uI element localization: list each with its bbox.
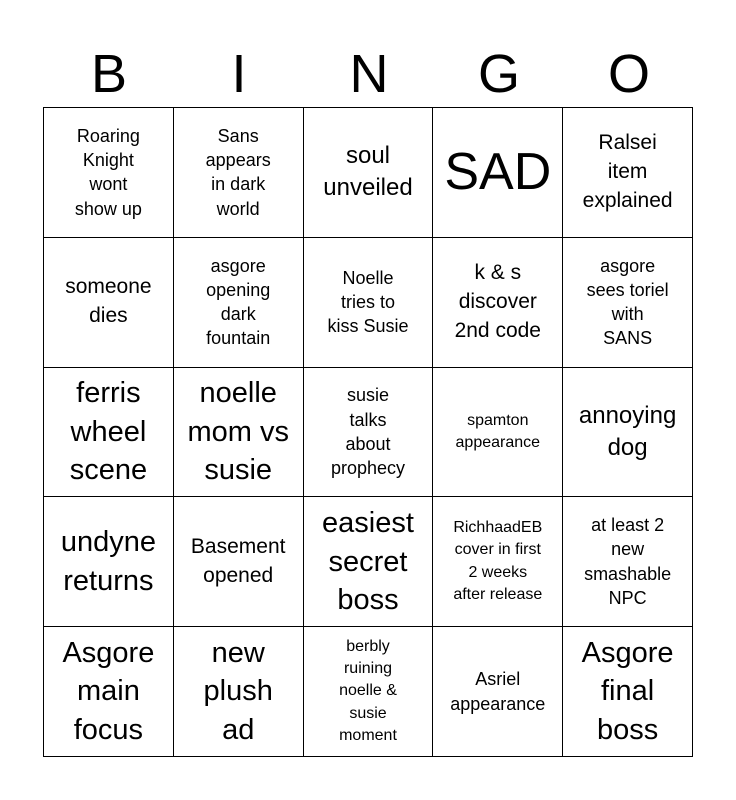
bingo-cell[interactable] [433,627,563,757]
cell-text: Basement opened [190,534,286,587]
bingo-cell[interactable] [174,368,304,498]
bingo-cell[interactable] [44,368,174,498]
bingo-cell[interactable] [433,108,563,238]
cell-text: Sans appears in dark world [205,125,271,219]
bingo-cell[interactable] [563,108,693,238]
bingo-cell[interactable] [174,238,304,368]
cell-text: Asgore main focus [62,636,155,746]
cell-text: Ralsei item explained [582,130,673,212]
bingo-cell[interactable] [433,368,563,498]
bingo-cell[interactable] [304,368,434,498]
cell-text: ferris wheel scene [69,377,148,487]
cell-text: susie talks about prophecy [330,385,406,479]
cell-text: asgore opening dark fountain [206,255,271,349]
cell-text: undyne returns [60,526,156,597]
cell-text: spamton appearance [455,411,541,451]
cell-text: SAD [444,142,552,201]
bingo-cell[interactable] [433,497,563,627]
cell-text: Asriel appearance [450,669,546,714]
cell-text: annoying dog [578,401,677,461]
cell-text: berbly ruining noelle & susie moment [339,637,397,745]
bingo-cell[interactable] [563,497,693,627]
cell-text: Asgore final boss [581,636,674,746]
cell-text: easiest secret boss [322,506,414,617]
cell-text: Noelle tries to kiss Susie [327,267,409,337]
bingo-cell[interactable] [174,627,304,757]
bingo-cell[interactable] [44,238,174,368]
cell-text: Roaring Knight wont show up [74,125,142,219]
bingo-cell[interactable] [44,497,174,627]
cell-text: new plush ad [203,636,273,746]
cell-text: someone dies [65,275,152,328]
bingo-cell[interactable] [44,108,174,238]
bingo-cell[interactable] [433,238,563,368]
cell-text: k & s discover 2nd code [454,260,541,342]
bingo-cell[interactable] [304,627,434,757]
bingo-cell[interactable] [44,627,174,757]
header-letter-o: O [607,44,650,104]
bingo-card-grid [43,107,693,757]
bingo-cell[interactable] [304,238,434,368]
cell-text: asgore sees toriel with SANS [586,255,669,349]
bingo-cell[interactable] [304,497,434,627]
header-letter-n: N [349,44,389,104]
bingo-header [44,40,694,108]
bingo-cell[interactable] [563,627,693,757]
bingo-cell[interactable] [174,497,304,627]
bingo-cell[interactable] [174,108,304,238]
header-letter-b: B [90,44,128,104]
header-letter-i: I [231,44,247,104]
cell-text: RichhaadEB cover in first 2 weeks after release [453,519,543,604]
bingo-cell[interactable] [563,368,693,498]
bingo-cell[interactable] [304,108,434,238]
header-letter-g: G [477,44,520,104]
cell-text: noelle mom vs susie [187,377,289,487]
cell-text: soul unveiled [323,142,413,202]
bingo-cell[interactable] [563,238,693,368]
cell-text: at least 2 new smashable NPC [584,515,672,609]
